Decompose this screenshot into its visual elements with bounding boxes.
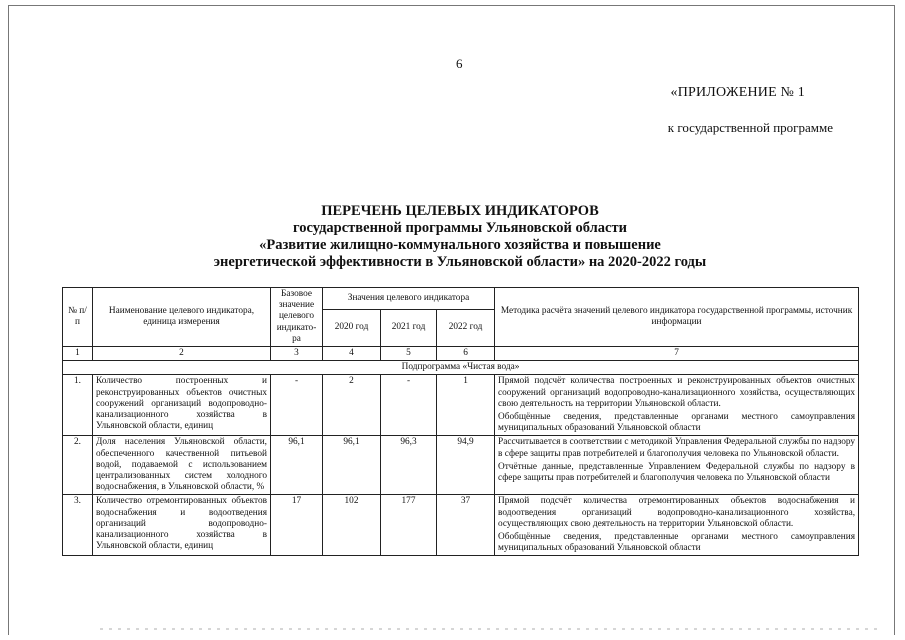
header-name: Наименование целевого индикатора, единица измерения [93,288,271,347]
header-values: Значения целевого индикатора [323,288,495,310]
header-2020: 2020 год [323,310,381,347]
value-2020: 96,1 [323,436,381,495]
method-cell [495,436,859,495]
method-text: Прямой подсчёт количества отремонтированных объектов водоснабжения и водоотведения организаций водопроводно-канализационного хозяйства, осуществляющих свою деятельность на территории Ульяновской области. [498,496,856,529]
source-text: Отчётные данные, представленные Управлением Федеральной службы по надзору в сфере защиты прав потребителей и благополучия человека по Ульяновской области [498,461,856,484]
title-line-2: государственной программы Ульяновской области [293,220,627,236]
value-2021: - [381,375,437,436]
base-value: 17 [271,495,323,556]
document-title [150,203,770,271]
colnum-6: 6 [437,347,495,361]
header-base: Базовое значение целевого индикато-ра [271,288,323,347]
page-frame-right [894,5,895,635]
indicators-table [62,287,859,556]
title-line-3: «Развитие жилищно-коммунального хозяйства и повышение [259,237,661,253]
colnum-5: 5 [381,347,437,361]
colnum-4: 4 [323,347,381,361]
header-2022: 2022 год [437,310,495,347]
row-num: 3. [63,495,93,556]
table-row [63,436,859,495]
value-2022: 1 [437,375,495,436]
colnum-3: 3 [271,347,323,361]
indicator-name: Доля населения Ульяновской области, обеспеченного качественной питьевой водой, подаваемой с использованием централизованных систем холодного водоснабжения, в Ульяновской области, % [93,436,271,495]
header-row [63,288,859,310]
subprogram-row [63,361,859,375]
table-row [63,495,859,556]
source-text: Обобщённые сведения, представленные органами местного самоуправления муниципальных образований Ульяновской области [498,532,856,554]
scan-noise [100,628,880,630]
page-frame-left [8,5,9,635]
method-text: Рассчитывается в соответствии с методикой Управления Федеральной службы по надзору в сфере защиты прав потребителей и благополучия человека по Ульяновской области. [498,437,856,459]
row-num: 1. [63,375,93,436]
value-2021: 177 [381,495,437,556]
colnum-2: 2 [93,347,271,361]
indicator-name: Количество построенных и реконструированных объектов очистных сооружений организаций водопроводно-канализационного хозяйства в Ульяновской области, единиц [93,375,271,436]
base-value: - [271,375,323,436]
value-2022: 37 [437,495,495,556]
header-num: № п/п [63,288,93,347]
title-line-1: ПЕРЕЧЕНЬ ЦЕЛЕВЫХ ИНДИКАТОРОВ [321,203,599,219]
base-value: 96,1 [271,436,323,495]
subprogram-title: Подпрограмма «Чистая вода» [63,361,859,375]
page-frame-top [8,5,895,6]
header-method: Методика расчёта значений целевого индикатора государственной программы, источник информации [495,288,859,347]
header-2021: 2021 год [381,310,437,347]
value-2020: 2 [323,375,381,436]
title-line-4: энергетической эффективности в Ульяновской области» на 2020-2022 годы [213,254,707,270]
source-text: Обобщённые сведения, представленные органами местного самоуправления муниципальных образований Ульяновской области [498,412,856,434]
method-cell [495,495,859,556]
colnum-1: 1 [63,347,93,361]
method-cell [495,375,859,436]
value-2020: 102 [323,495,381,556]
appendix-subtitle: к государственной программе [667,120,833,135]
page-number: 6 [456,56,463,71]
column-numbers-row [63,347,859,361]
method-text: Прямой подсчёт количества построенных и реконструированных объектов очистных сооружений организаций водопроводно-канализационного хозяйства, осуществляющих свою деятельность на территории Ульяновской области. [498,376,856,409]
value-2022: 94,9 [437,436,495,495]
indicator-name: Количество отремонтированных объектов водоснабжения и водоотведения организаций водопроводно-канализационного хозяйства в Ульяновской области, единиц [93,495,271,556]
appendix-label: «ПРИЛОЖЕНИЕ № 1 [670,85,805,100]
row-num: 2. [63,436,93,495]
value-2021: 96,3 [381,436,437,495]
table-row [63,375,859,436]
colnum-7: 7 [495,347,859,361]
